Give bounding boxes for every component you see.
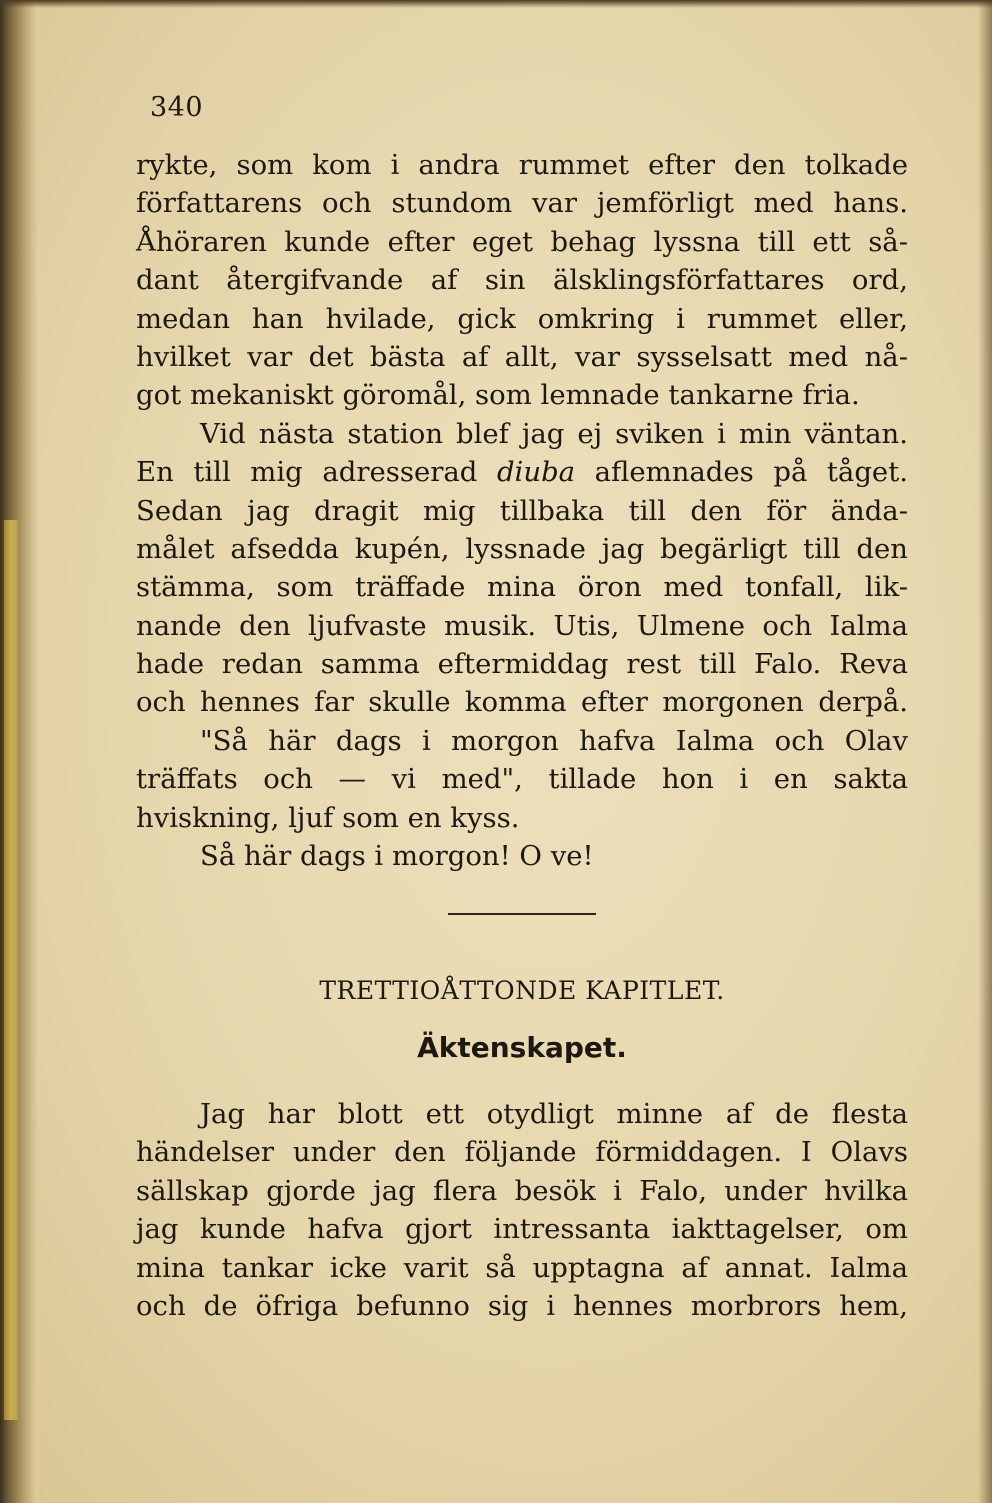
text-line: träffats och — vi med", tillade hon i en sakta <box>136 763 908 796</box>
text-line: Sedan jag dragit mig tillbaka till den för ända- <box>136 494 908 527</box>
text-line: Vid nästa station blef jag ej sviken i min väntan. <box>200 417 908 450</box>
text-block-lower <box>136 1095 908 1325</box>
page-top-edge <box>0 0 992 8</box>
text-fragment: aflemnades på tåget. <box>575 456 908 489</box>
page-number: 340 <box>150 92 204 123</box>
text-line: målet afsedda kupén, lyssnade jag begärligt till den <box>136 532 908 565</box>
text-line: "Så här dags i morgon hafva Ialma och Olav <box>200 724 908 757</box>
text-line: mina tankar icke varit så upptagna af annat. Ialma <box>136 1251 908 1284</box>
text-line: dant återgifvande af sin älsklingsförfattares ord, <box>136 264 908 297</box>
text-fragment: En till mig adresserad <box>136 456 497 489</box>
text-line: jag kunde hafva gjort intressanta iakttagelser, om <box>136 1213 908 1246</box>
text-line: sällskap gjorde jag flera besök i Falo, under hvilka <box>136 1174 908 1207</box>
text-line: hviskning, ljuf som en kyss. <box>136 801 520 834</box>
text-line: Jag har blott ett otydligt minne af de flesta <box>200 1098 908 1130</box>
text-line-with-italic <box>136 453 908 491</box>
text-line: Åhöraren kunde efter eget behag lyssna till ett så- <box>136 225 908 258</box>
text-line: och hennes far skulle komma efter morgonen derpå. <box>136 686 908 719</box>
text-line: Så här dags i morgon! O ve! <box>200 840 594 873</box>
text-line: händelser under den följande förmiddagen. I Olavs <box>136 1136 908 1169</box>
page-right-edge <box>978 0 992 1503</box>
text-line: medan han hvilade, gick omkring i rummet eller, <box>136 302 908 335</box>
binding-stain <box>4 520 18 1420</box>
text-line: och de öfriga befunno sig i hennes morbrors hem, <box>136 1289 908 1322</box>
book-binding <box>0 0 38 1503</box>
text-line: rykte, som kom i andra rummet efter den tolkade <box>136 149 908 181</box>
text-line: nande den ljufvaste musik. Utis, Ulmene och Ialma <box>136 609 908 642</box>
italic-word: diuba <box>496 456 576 489</box>
section-divider <box>448 913 596 915</box>
text-line: hvilket var det bästa af allt, var sysselsatt med nå- <box>136 340 908 373</box>
text-line: hade redan samma eftermiddag rest till Falo. Reva <box>136 648 908 681</box>
chapter-heading: TRETTIOÅTTONDE KAPITLET. <box>319 976 725 1005</box>
text-line: stämma, som träffade mina öron med tonfall, lik- <box>136 571 908 604</box>
text-block-upper <box>136 146 908 875</box>
chapter-title: Äktenskapet. <box>417 1031 627 1064</box>
text-line: författarens och stundom var jemförligt med hans. <box>136 187 908 220</box>
text-line: got mekaniskt göromål, som lemnade tankarne fria. <box>136 379 860 412</box>
